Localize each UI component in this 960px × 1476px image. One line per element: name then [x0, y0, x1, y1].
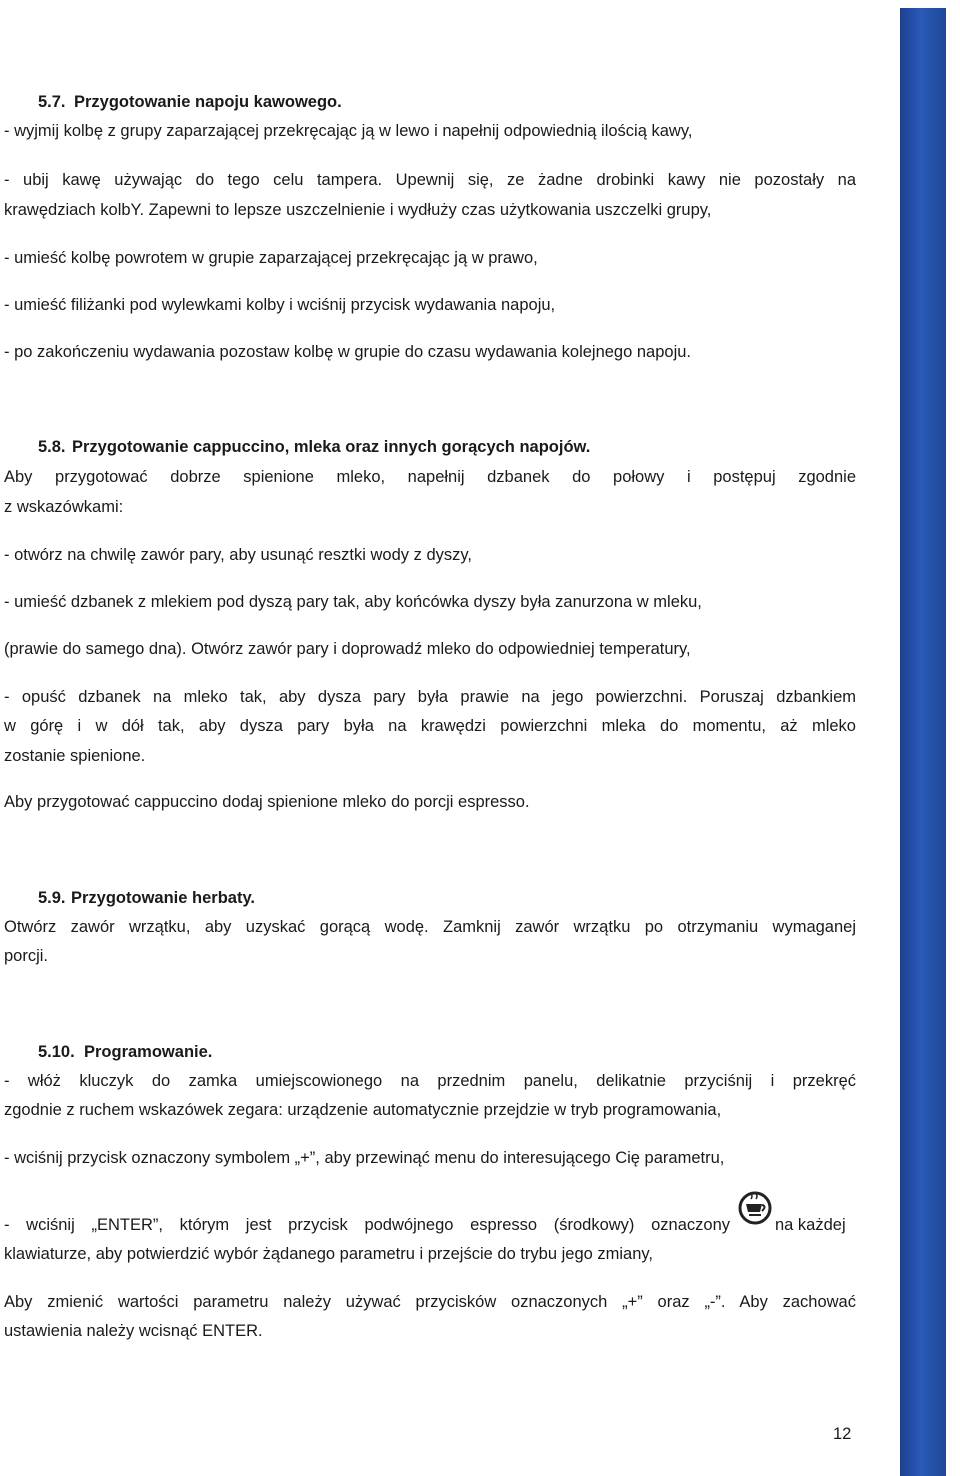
double-espresso-icon [738, 1191, 772, 1225]
paragraph-line: zgodnie z ruchem wskazówek zegara: urządzenie automatycznie przejdzie w tryb programowania, [4, 1101, 722, 1119]
paragraph-line: ustawienia należy wcisnąć ENTER. [4, 1322, 263, 1340]
page-number: 12 [833, 1425, 852, 1443]
heading-number: 5.8. [38, 438, 66, 456]
decorative-sidebar-bar [900, 8, 946, 1476]
paragraph-line: porcji. [4, 947, 49, 965]
paragraph-line: - po zakończeniu wydawania pozostaw kolbę w grupie do czasu wydawania kolejnego napoju. [4, 343, 692, 361]
paragraph-line: zostanie spienione. [4, 747, 146, 765]
paragraph-line: - umieść filiżanki pod wylewkami kolby i wciśnij przycisk wydawania napoju, [4, 296, 556, 314]
paragraph-line: - opuść dzbanek na mleko tak, aby dysza pary była prawie na jego powierzchni. Poruszaj dzbankiem [4, 688, 856, 706]
paragraph-line: na każdej [775, 1216, 846, 1234]
heading-title: Przygotowanie napoju kawowego. [74, 93, 342, 111]
section-heading-5-7 [38, 92, 342, 112]
paragraph-line: (prawie do samego dna). Otwórz zawór pary i doprowadź mleko do odpowiedniej temperatury, [4, 640, 691, 658]
heading-number: 5.7. [38, 93, 66, 111]
paragraph-line: - otwórz na chwilę zawór pary, aby usunąć resztki wody z dyszy, [4, 546, 472, 564]
heading-number: 5.9. [38, 889, 66, 907]
paragraph-line: Aby przygotować dobrze spienione mleko, napełnij dzbanek do połowy i postępuj zgodnie [4, 468, 856, 486]
section-heading-5-10 [38, 1042, 212, 1062]
paragraph-line: - wciśnij „ENTER”, którym jest przycisk podwójnego espresso (środkowy) oznaczony [4, 1216, 730, 1234]
paragraph-line: - umieść dzbanek z mlekiem pod dyszą pary tak, aby końcówka dyszy była zanurzona w mleku, [4, 593, 702, 611]
section-heading-5-8 [38, 437, 590, 457]
paragraph-line: Aby zmienić wartości parametru należy używać przycisków oznaczonych „+” oraz „-”. Aby zachować [4, 1293, 856, 1311]
paragraph-line: - wciśnij przycisk oznaczony symbolem „+”, aby przewinąć menu do interesującego Cię parametru, [4, 1149, 725, 1167]
paragraph-line: - wyjmij kolbę z grupy zaparzającej przekręcając ją w lewo i napełnij odpowiednią ilością kawy, [4, 122, 693, 140]
paragraph-line: - umieść kolbę powrotem w grupie zaparzającej przekręcając ją w prawo, [4, 249, 538, 267]
paragraph-line: klawiaturze, aby potwierdzić wybór żądanego parametru i przejście do trybu jego zmiany, [4, 1245, 654, 1263]
heading-title: Przygotowanie cappuccino, mleka oraz innych gorących napojów. [72, 438, 591, 456]
paragraph-line: z wskazówkami: [4, 498, 124, 516]
paragraph-line: w górę i w dół tak, aby dysza pary była na krawędzi powierzchni mleka do momentu, aż mleko [4, 717, 856, 735]
paragraph-line: Otwórz zawór wrzątku, aby uzyskać gorącą wodę. Zamknij zawór wrzątku po otrzymaniu wymaganej [4, 918, 856, 936]
paragraph-line: Aby przygotować cappuccino dodaj spienione mleko do porcji espresso. [4, 793, 530, 811]
heading-number: 5.10. [38, 1043, 75, 1061]
paragraph-line: - włóż kluczyk do zamka umiejscowionego na przednim panelu, delikatnie przyciśnij i przekręć [4, 1072, 856, 1090]
paragraph-line: - ubij kawę używając do tego celu tampera. Upewnij się, ze żadne drobinki kawy nie pozostały na [4, 171, 856, 189]
heading-title: Programowanie. [84, 1043, 213, 1061]
section-heading-5-9 [38, 888, 255, 908]
heading-title: Przygotowanie herbaty. [71, 889, 255, 907]
paragraph-line: krawędziach kolbY. Zapewni to lepsze uszczelnienie i wydłuży czas użytkowania uszczelki grupy, [4, 201, 712, 219]
